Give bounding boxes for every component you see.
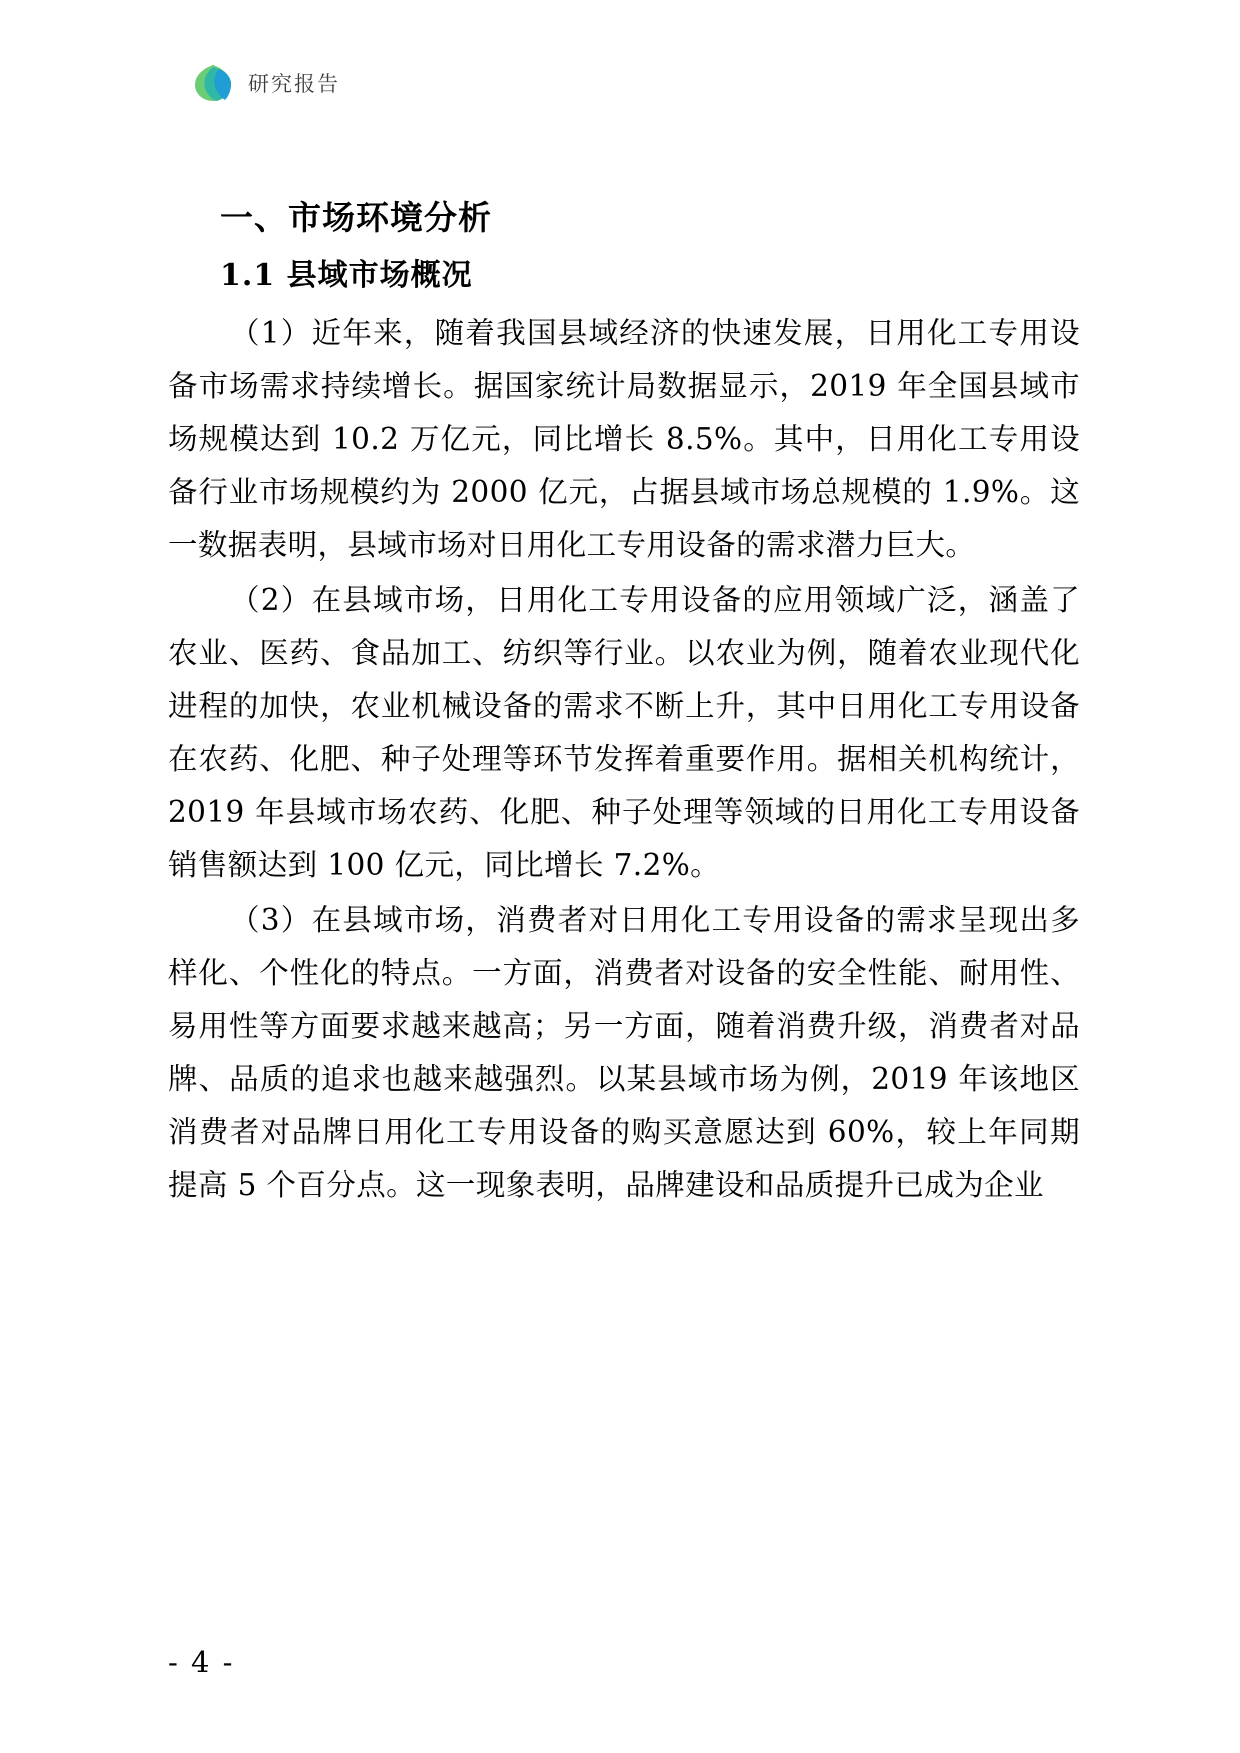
page-title: 一、市场环境分析 <box>220 198 492 237</box>
leaf-logo-icon <box>192 62 234 104</box>
paragraph: （2）在县域市场，日用化工专用设备的应用领域广泛，涵盖了农业、医药、食品加工、纺织等行业。以农业为例，随着农业现代化进程的加快，农业机械设备的需求不断上升，其中日用化工专用设备在农药、化肥、种子处理等环节发挥着重要作用。据相关机构统计，2019 年县域市场农药、化肥、种子处理等领域的日用化工专用设备销售额达到 100 亿元，同比增长 7.2%。 <box>168 582 1080 882</box>
document-body <box>168 196 1080 1214</box>
paragraph: （3）在县域市场，消费者对日用化工专用设备的需求呈现出多样化、个性化的特点。一方面，消费者对设备的安全性能、耐用性、易用性等方面要求越来越高；另一方面，随着消费升级，消费者对品牌、品质的追求也越来越强烈。以某县域市场为例，2019 年该地区消费者对品牌日用化工专用设备的购买意愿达到 60%，较上年同期提高 5 个百分点。这一现象表明，品牌建设和品质提升已成为企业 <box>168 902 1080 1202</box>
sub-section-title: 1.1 县域市场概况 <box>220 257 473 293</box>
brand-label: 研究报告 <box>248 72 340 96</box>
document-header <box>192 62 340 104</box>
paragraph: （1）近年来，随着我国县域经济的快速发展，日用化工专用设备市场需求持续增长。据国家统计局数据显示，2019 年全国县域市场规模达到 10.2 万亿元，同比增长 8.5%。其中，日用化工专用设备行业市场规模约为 2000 亿元，占据县域市场总规模的 1.9%。这一数据表明，县域市场对日用化工专用设备的需求潜力巨大。 <box>168 315 1080 562</box>
page-number: - 4 - <box>168 1645 235 1679</box>
